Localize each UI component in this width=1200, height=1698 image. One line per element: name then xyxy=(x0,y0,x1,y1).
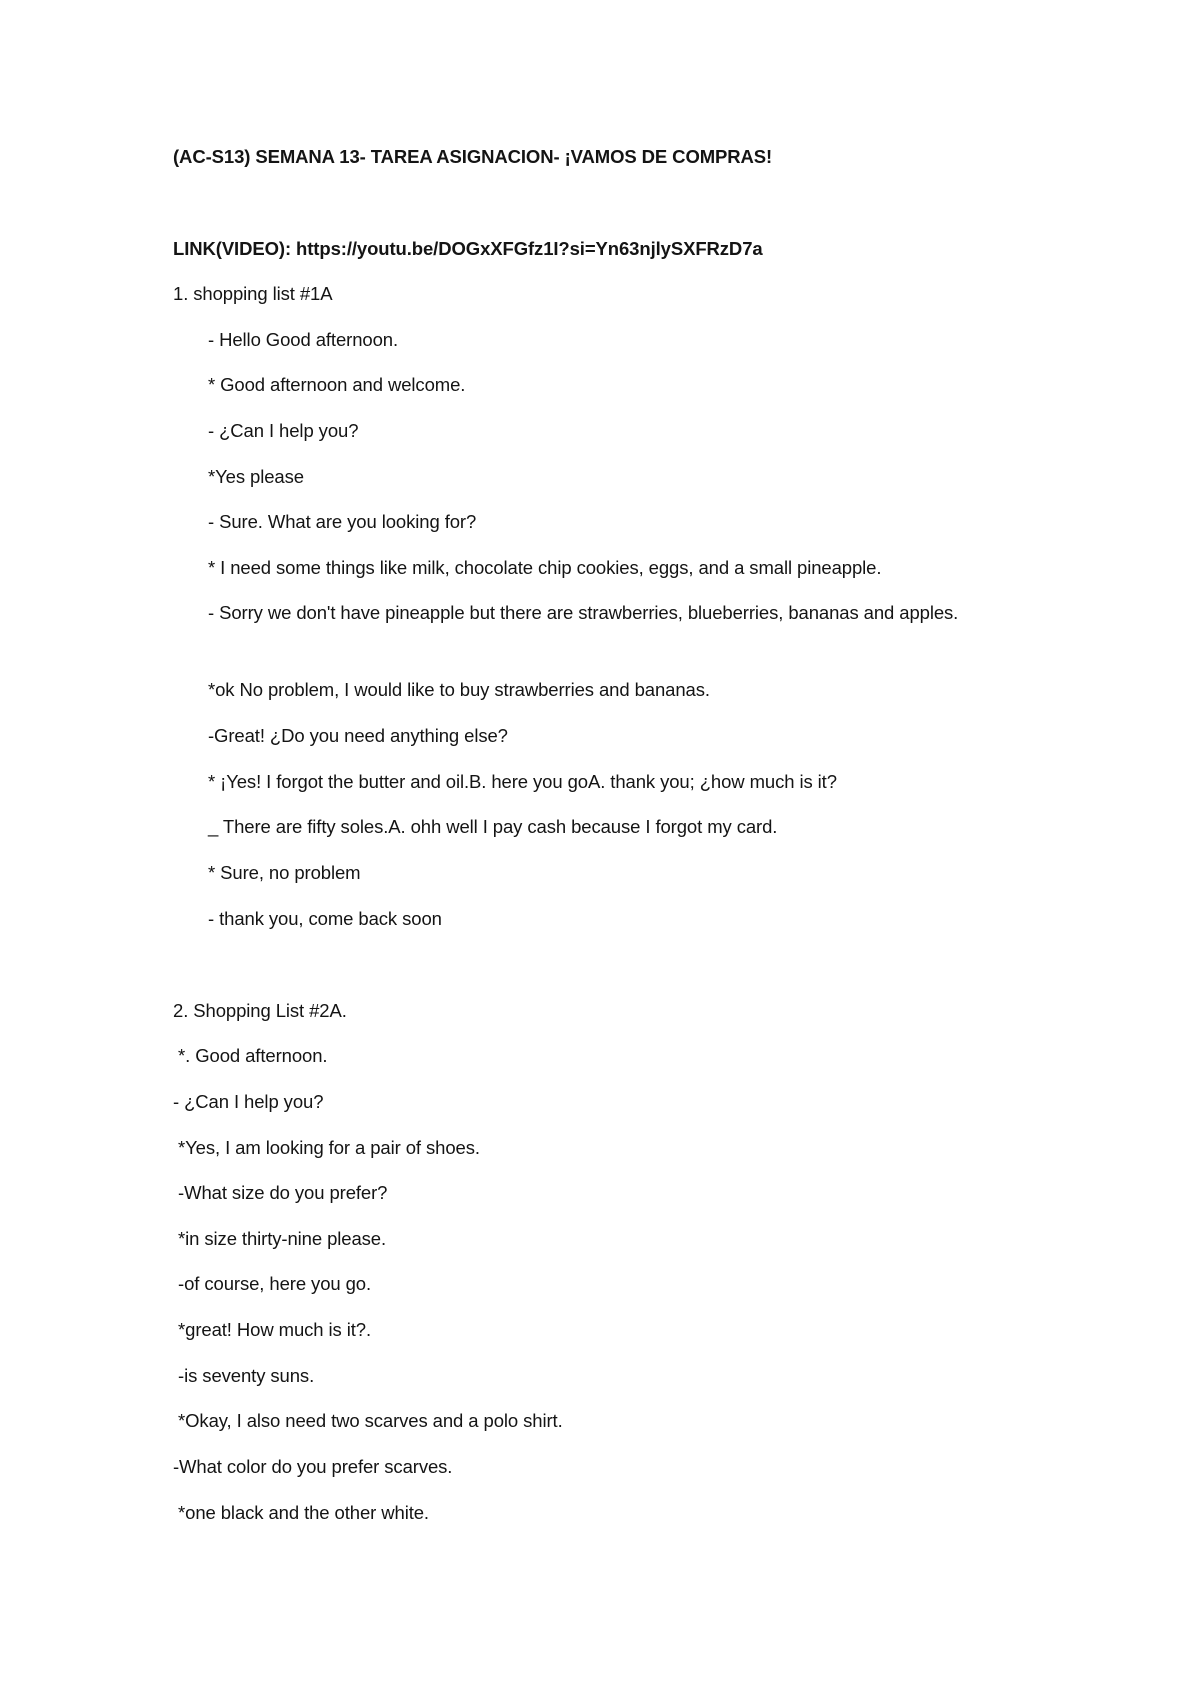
dialogue-line: -What color do you prefer scarves. xyxy=(173,1456,453,1477)
dialogue-line: *Okay, I also need two scarves and a polo shirt. xyxy=(173,1410,563,1431)
dialogue-line: -What size do you prefer? xyxy=(173,1182,388,1203)
dialogue-line: * I need some things like milk, chocolate chip cookies, eggs, and a small pineapple. xyxy=(208,557,882,578)
dialogue-line: *ok No problem, I would like to buy strawberries and bananas. xyxy=(208,679,710,700)
dialogue-line: * Good afternoon and welcome. xyxy=(208,374,466,395)
dialogue-line: - Hello Good afternoon. xyxy=(208,329,399,350)
dialogue-line: -of course, here you go. xyxy=(173,1273,372,1294)
dialogue-line: * ¡Yes! I forgot the butter and oil.B. here you goA. thank you; ¿how much is it? xyxy=(208,771,837,792)
dialogue-line: *great! How much is it?. xyxy=(173,1319,371,1340)
dialogue-line: - ¿Can I help you? xyxy=(208,420,359,441)
dialogue-line: - Sorry we don't have pineapple but there are strawberries, blueberries, bananas and apples. xyxy=(208,602,959,623)
dialogue-line: *one black and the other white. xyxy=(173,1502,429,1523)
dialogue-line: *in size thirty-nine please. xyxy=(173,1228,387,1249)
dialogue-line: * Sure, no problem xyxy=(208,862,361,883)
dialogue-line: - ¿Can I help you? xyxy=(173,1091,324,1112)
document-title: (AC-S13) SEMANA 13- TAREA ASIGNACION- ¡VAMOS DE COMPRAS! xyxy=(173,146,773,167)
dialogue-line: *Yes, I am looking for a pair of shoes. xyxy=(173,1137,480,1158)
dialogue-line: -Great! ¿Do you need anything else? xyxy=(208,725,508,746)
section-2-heading: 2. Shopping List #2A. xyxy=(173,1000,347,1021)
dialogue-line: _ There are fifty soles.A. ohh well I pay cash because I forgot my card. xyxy=(208,816,778,837)
dialogue-line: - thank you, come back soon xyxy=(208,908,442,929)
dialogue-line: - Sure. What are you looking for? xyxy=(208,511,477,532)
section-1-heading: 1. shopping list #1A xyxy=(173,283,333,304)
dialogue-line: *Yes please xyxy=(208,466,304,487)
dialogue-line: *. Good afternoon. xyxy=(173,1045,328,1066)
video-link-line: LINK(VIDEO): https://youtu.be/DOGxXFGfz1I?si=Yn63njlySXFRzD7a xyxy=(173,238,763,259)
dialogue-line: -is seventy suns. xyxy=(173,1365,315,1386)
